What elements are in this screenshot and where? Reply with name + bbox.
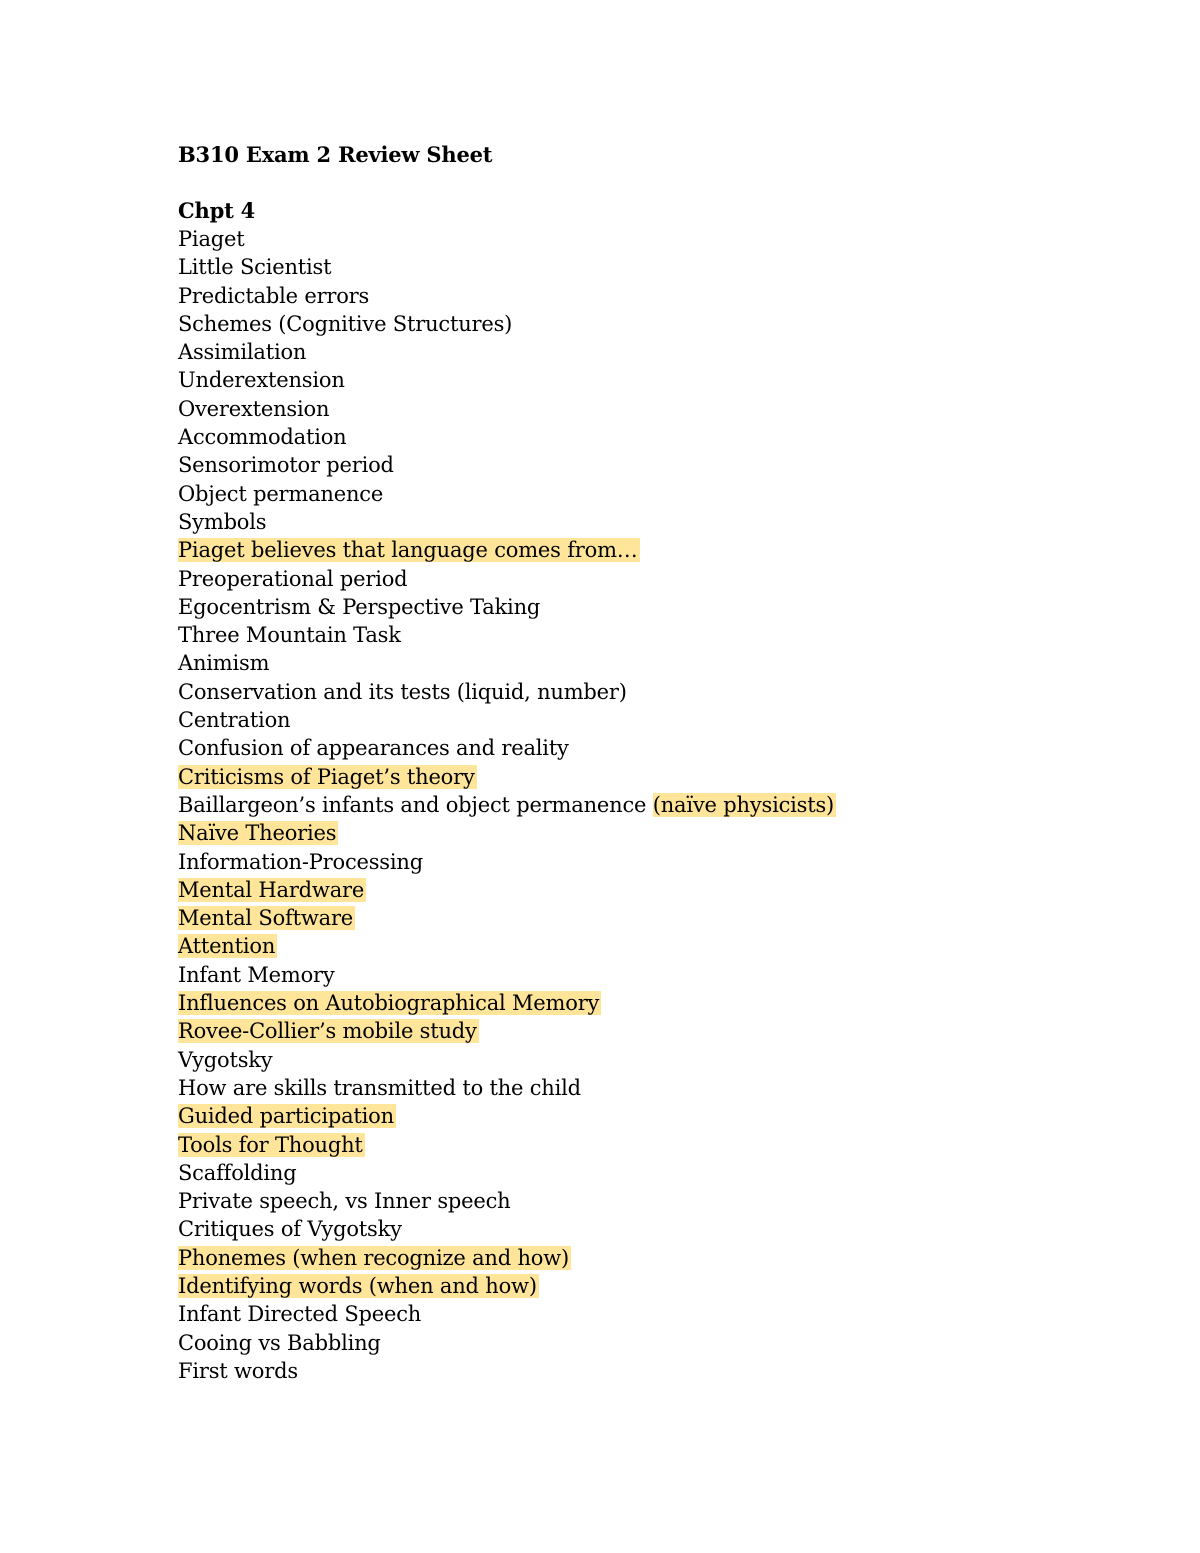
review-topic-item	[178, 989, 836, 1017]
review-topic-item	[178, 1159, 836, 1187]
topic-text: Vygotsky	[178, 1047, 273, 1072]
topic-text: Overextension	[178, 396, 330, 421]
review-topic-item	[178, 1272, 836, 1300]
review-topic-item	[178, 904, 836, 932]
topic-text: Infant Directed Speech	[178, 1302, 422, 1327]
review-topic-item	[178, 706, 836, 734]
topic-text: Infant Memory	[178, 962, 335, 987]
review-topic-item	[178, 1131, 836, 1159]
review-topic-item	[178, 253, 836, 281]
topic-text: Centration	[178, 708, 291, 733]
topic-text: Animism	[178, 651, 270, 676]
topic-text: Symbols	[178, 509, 267, 534]
topic-text: Schemes (Cognitive Structures)	[178, 311, 513, 336]
chapter-heading: Chpt 4	[178, 198, 256, 223]
review-topic-item	[178, 932, 836, 960]
topic-text: Object permanence	[178, 481, 384, 506]
review-topic-item	[178, 423, 836, 451]
topic-text: First words	[178, 1358, 298, 1383]
review-topic-item	[178, 225, 836, 253]
topic-text: Information-Processing	[178, 849, 423, 874]
topic-text: Scaffolding	[178, 1160, 297, 1185]
topic-text: Three Mountain Task	[178, 623, 401, 648]
review-topic-item	[178, 1300, 836, 1328]
topic-text: Assimilation	[178, 340, 307, 365]
topic-text: Little Scientist	[178, 255, 332, 280]
review-topic-item	[178, 734, 836, 762]
review-topic-list	[178, 225, 836, 1385]
review-topic-item	[178, 451, 836, 479]
review-topic-item	[178, 678, 836, 706]
topic-text: Egocentrism & Perspective Taking	[178, 594, 541, 619]
review-topic-item	[178, 848, 836, 876]
topic-text: Conservation and its tests (liquid, number)	[178, 679, 627, 704]
document-title: B310 Exam 2 Review Sheet	[178, 142, 493, 167]
highlighted-topic-text: Criticisms of Piaget’s theory	[178, 764, 475, 789]
highlighted-topic-text: Tools for Thought	[178, 1132, 363, 1157]
review-topic-item	[178, 1215, 836, 1243]
review-topic-item	[178, 819, 836, 847]
review-topic-item	[178, 763, 836, 791]
highlighted-topic-text: Attention	[178, 934, 276, 959]
topic-text: Private speech, vs Inner speech	[178, 1189, 511, 1214]
topic-text: Predictable errors	[178, 283, 370, 308]
review-topic-item	[178, 1187, 836, 1215]
review-topic-item	[178, 338, 836, 366]
topic-text: Confusion of appearances and reality	[178, 736, 569, 761]
review-topic-item	[178, 791, 836, 819]
review-topic-item	[178, 876, 836, 904]
highlighted-topic-text: Influences on Autobiographical Memory	[178, 991, 600, 1016]
review-topic-item	[178, 1074, 836, 1102]
highlighted-topic-text: Mental Hardware	[178, 877, 365, 902]
review-topic-item	[178, 480, 836, 508]
highlighted-topic-text: Identifying words (when and how)	[178, 1273, 537, 1298]
topic-text: Underextension	[178, 368, 345, 393]
highlighted-topic-text: Mental Software	[178, 906, 354, 931]
review-topic-item	[178, 961, 836, 989]
review-topic-item	[178, 1046, 836, 1074]
topic-text: How are skills transmitted to the child	[178, 1075, 581, 1100]
review-topic-item	[178, 508, 836, 536]
review-topic-item	[178, 366, 836, 394]
review-topic-item	[178, 536, 836, 564]
highlighted-topic-text: Phonemes (when recognize and how)	[178, 1245, 569, 1270]
review-topic-item	[178, 1357, 836, 1385]
review-topic-item	[178, 593, 836, 621]
review-topic-item	[178, 1329, 836, 1357]
review-topic-item	[178, 1017, 836, 1045]
highlighted-topic-text: (naïve physicists)	[652, 792, 835, 817]
highlighted-topic-text: Piaget believes that language comes from…	[178, 538, 638, 563]
review-topic-item	[178, 565, 836, 593]
topic-text: Preoperational period	[178, 566, 408, 591]
review-topic-item	[178, 621, 836, 649]
review-topic-item	[178, 649, 836, 677]
review-topic-item	[178, 1102, 836, 1130]
highlighted-topic-text: Naïve Theories	[178, 821, 337, 846]
topic-text: Accommodation	[178, 425, 347, 450]
review-topic-item	[178, 395, 836, 423]
review-topic-item	[178, 310, 836, 338]
topic-text: Baillargeon’s infants and object permanence	[178, 792, 653, 817]
highlighted-topic-text: Guided participation	[178, 1104, 394, 1129]
topic-text: Piaget	[178, 227, 245, 251]
highlighted-topic-text: Rovee-Collier’s mobile study	[178, 1019, 477, 1044]
topic-text: Cooing vs Babbling	[178, 1330, 381, 1355]
topic-text: Sensorimotor period	[178, 453, 394, 478]
review-topic-item	[178, 1244, 836, 1272]
review-topic-item	[178, 282, 836, 310]
topic-text: Critiques of Vygotsky	[178, 1217, 402, 1242]
